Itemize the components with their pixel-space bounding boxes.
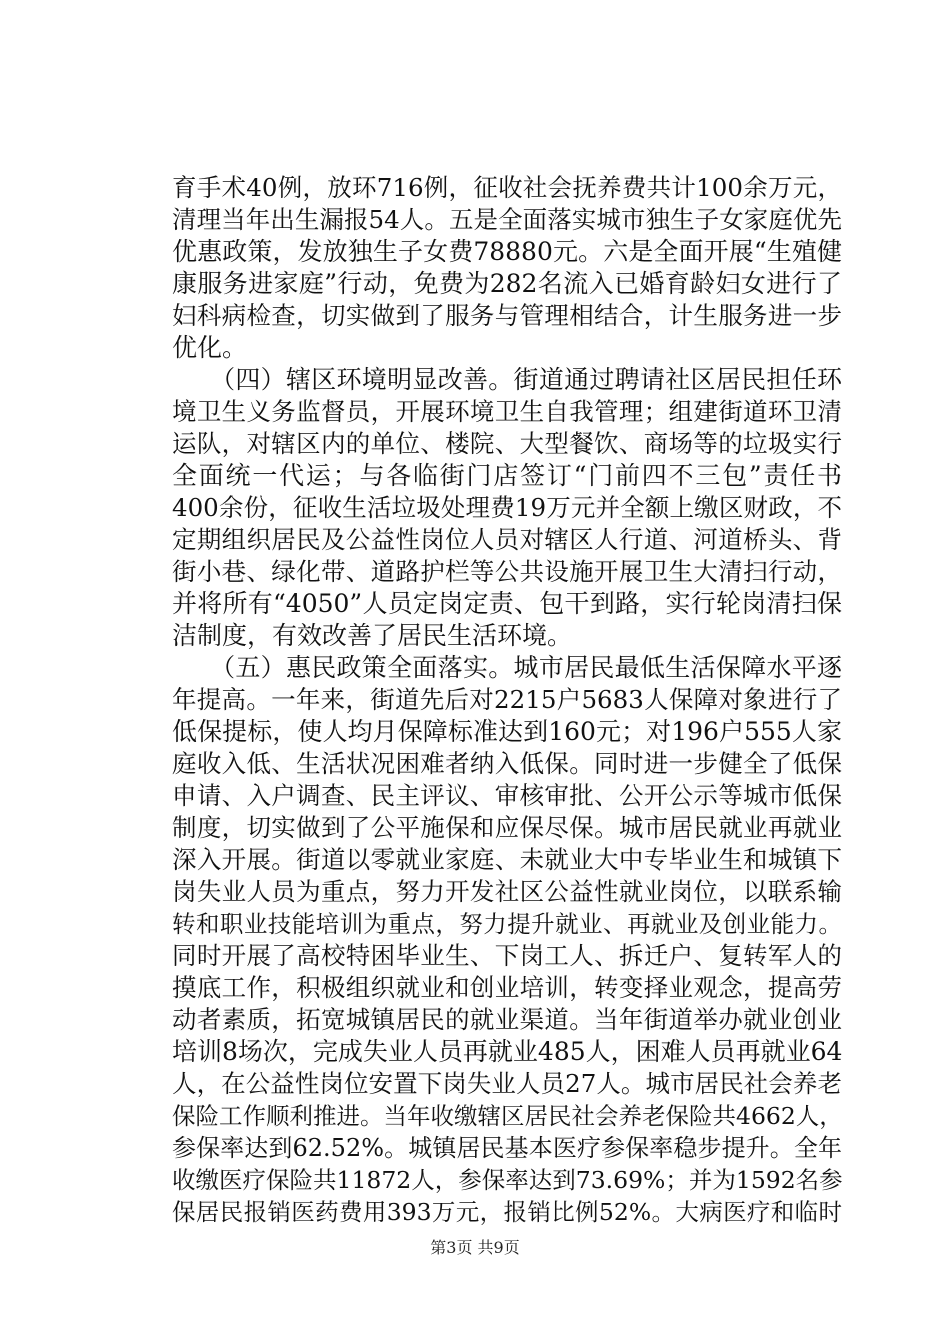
text-line: 同时开展了高校特困毕业生、下岗工人、拆迁户、复转军人的	[172, 941, 842, 970]
text-line: 参保率达到62.52%。城镇居民基本医疗参保率稳步提升。全年	[172, 1134, 842, 1162]
text-line: 洁制度，有效改善了居民生活环境。	[172, 621, 573, 650]
text-line: 400余份，征收生活垃圾处理费19万元并全额上缴区财政，不	[172, 493, 842, 522]
text-line: 优惠政策，发放独生子女费78880元。六是全面开展“生殖健	[172, 237, 842, 266]
text-line: 年提高。一年来，街道先后对2215户5683人保障对象进行了	[172, 685, 842, 714]
text-line: 并将所有“4050”人员定岗定责、包干到路，实行轮岗清扫保	[172, 589, 842, 618]
text-line: 妇科病检查，切实做到了服务与管理相结合，计生服务进一步	[172, 301, 842, 330]
text-line: 运队，对辖区内的单位、楼院、大型餐饮、商场等的垃圾实行	[172, 429, 842, 458]
text-line: 制度，切实做到了公平施保和应保尽保。城市居民就业再就业	[172, 813, 842, 842]
text-line: 保居民报销医药费用393万元，报销比例52%。大病医疗和临时	[172, 1198, 842, 1226]
text-line: 动者素质，拓宽城镇居民的就业渠道。当年街道举办就业创业	[172, 1005, 842, 1034]
text-line: 清理当年出生漏报54人。五是全面落实城市独生子女家庭优先	[172, 205, 842, 234]
text-line: 康服务进家庭”行动，免费为282名流入已婚育龄妇女进行了	[172, 269, 842, 298]
text-line: 申请、入户调查、民主评议、审核审批、公开公示等城市低保	[172, 781, 842, 810]
text-line: （五）惠民政策全面落实。城市居民最低生活保障水平逐	[172, 653, 842, 682]
text-line: 街小巷、绿化带、道路护栏等公共设施开展卫生大清扫行动，	[172, 557, 842, 586]
page-footer: 第3页 共9页	[430, 1238, 520, 1257]
text-line: 岗失业人员为重点，努力开发社区公益性就业岗位，以联系输	[172, 877, 842, 906]
text-line: 庭收入低、生活状况困难者纳入低保。同时进一步健全了低保	[172, 749, 842, 778]
text-line: （四）辖区环境明显改善。街道通过聘请社区居民担任环	[172, 365, 842, 394]
text-line: 摸底工作，积极组织就业和创业培训，转变择业观念，提高劳	[172, 973, 842, 1002]
text-line: 收缴医疗保险共11872人，参保率达到73.69%；并为1592名参	[172, 1166, 843, 1194]
text-line: 深入开展。街道以零就业家庭、未就业大中专毕业生和城镇下	[172, 845, 842, 874]
text-line: 境卫生义务监督员，开展环境卫生自我管理；组建街道环卫清	[172, 397, 842, 426]
text-line: 优化。	[172, 333, 248, 362]
text-line: 低保提标，使人均月保障标准达到160元；对196户555人家	[172, 717, 842, 746]
text-line: 人，在公益性岗位安置下岗失业人员27人。城市居民社会养老	[172, 1069, 842, 1098]
text-line: 培训8场次，完成失业人员再就业485人，困难人员再就业64	[172, 1037, 843, 1066]
document-body	[172, 172, 842, 1228]
text-line: 育手术40例，放环716例，征收社会抚养费共计100余万元，	[172, 173, 842, 202]
text-line: 全面统一代运；与各临街门店签订“门前四不三包”责任书	[172, 461, 842, 490]
text-line: 定期组织居民及公益性岗位人员对辖区人行道、河道桥头、背	[172, 525, 842, 554]
text-line: 转和职业技能培训为重点，努力提升就业、再就业及创业能力。	[172, 910, 842, 938]
text-line: 保险工作顺利推进。当年收缴辖区居民社会养老保险共4662人，	[172, 1102, 843, 1130]
